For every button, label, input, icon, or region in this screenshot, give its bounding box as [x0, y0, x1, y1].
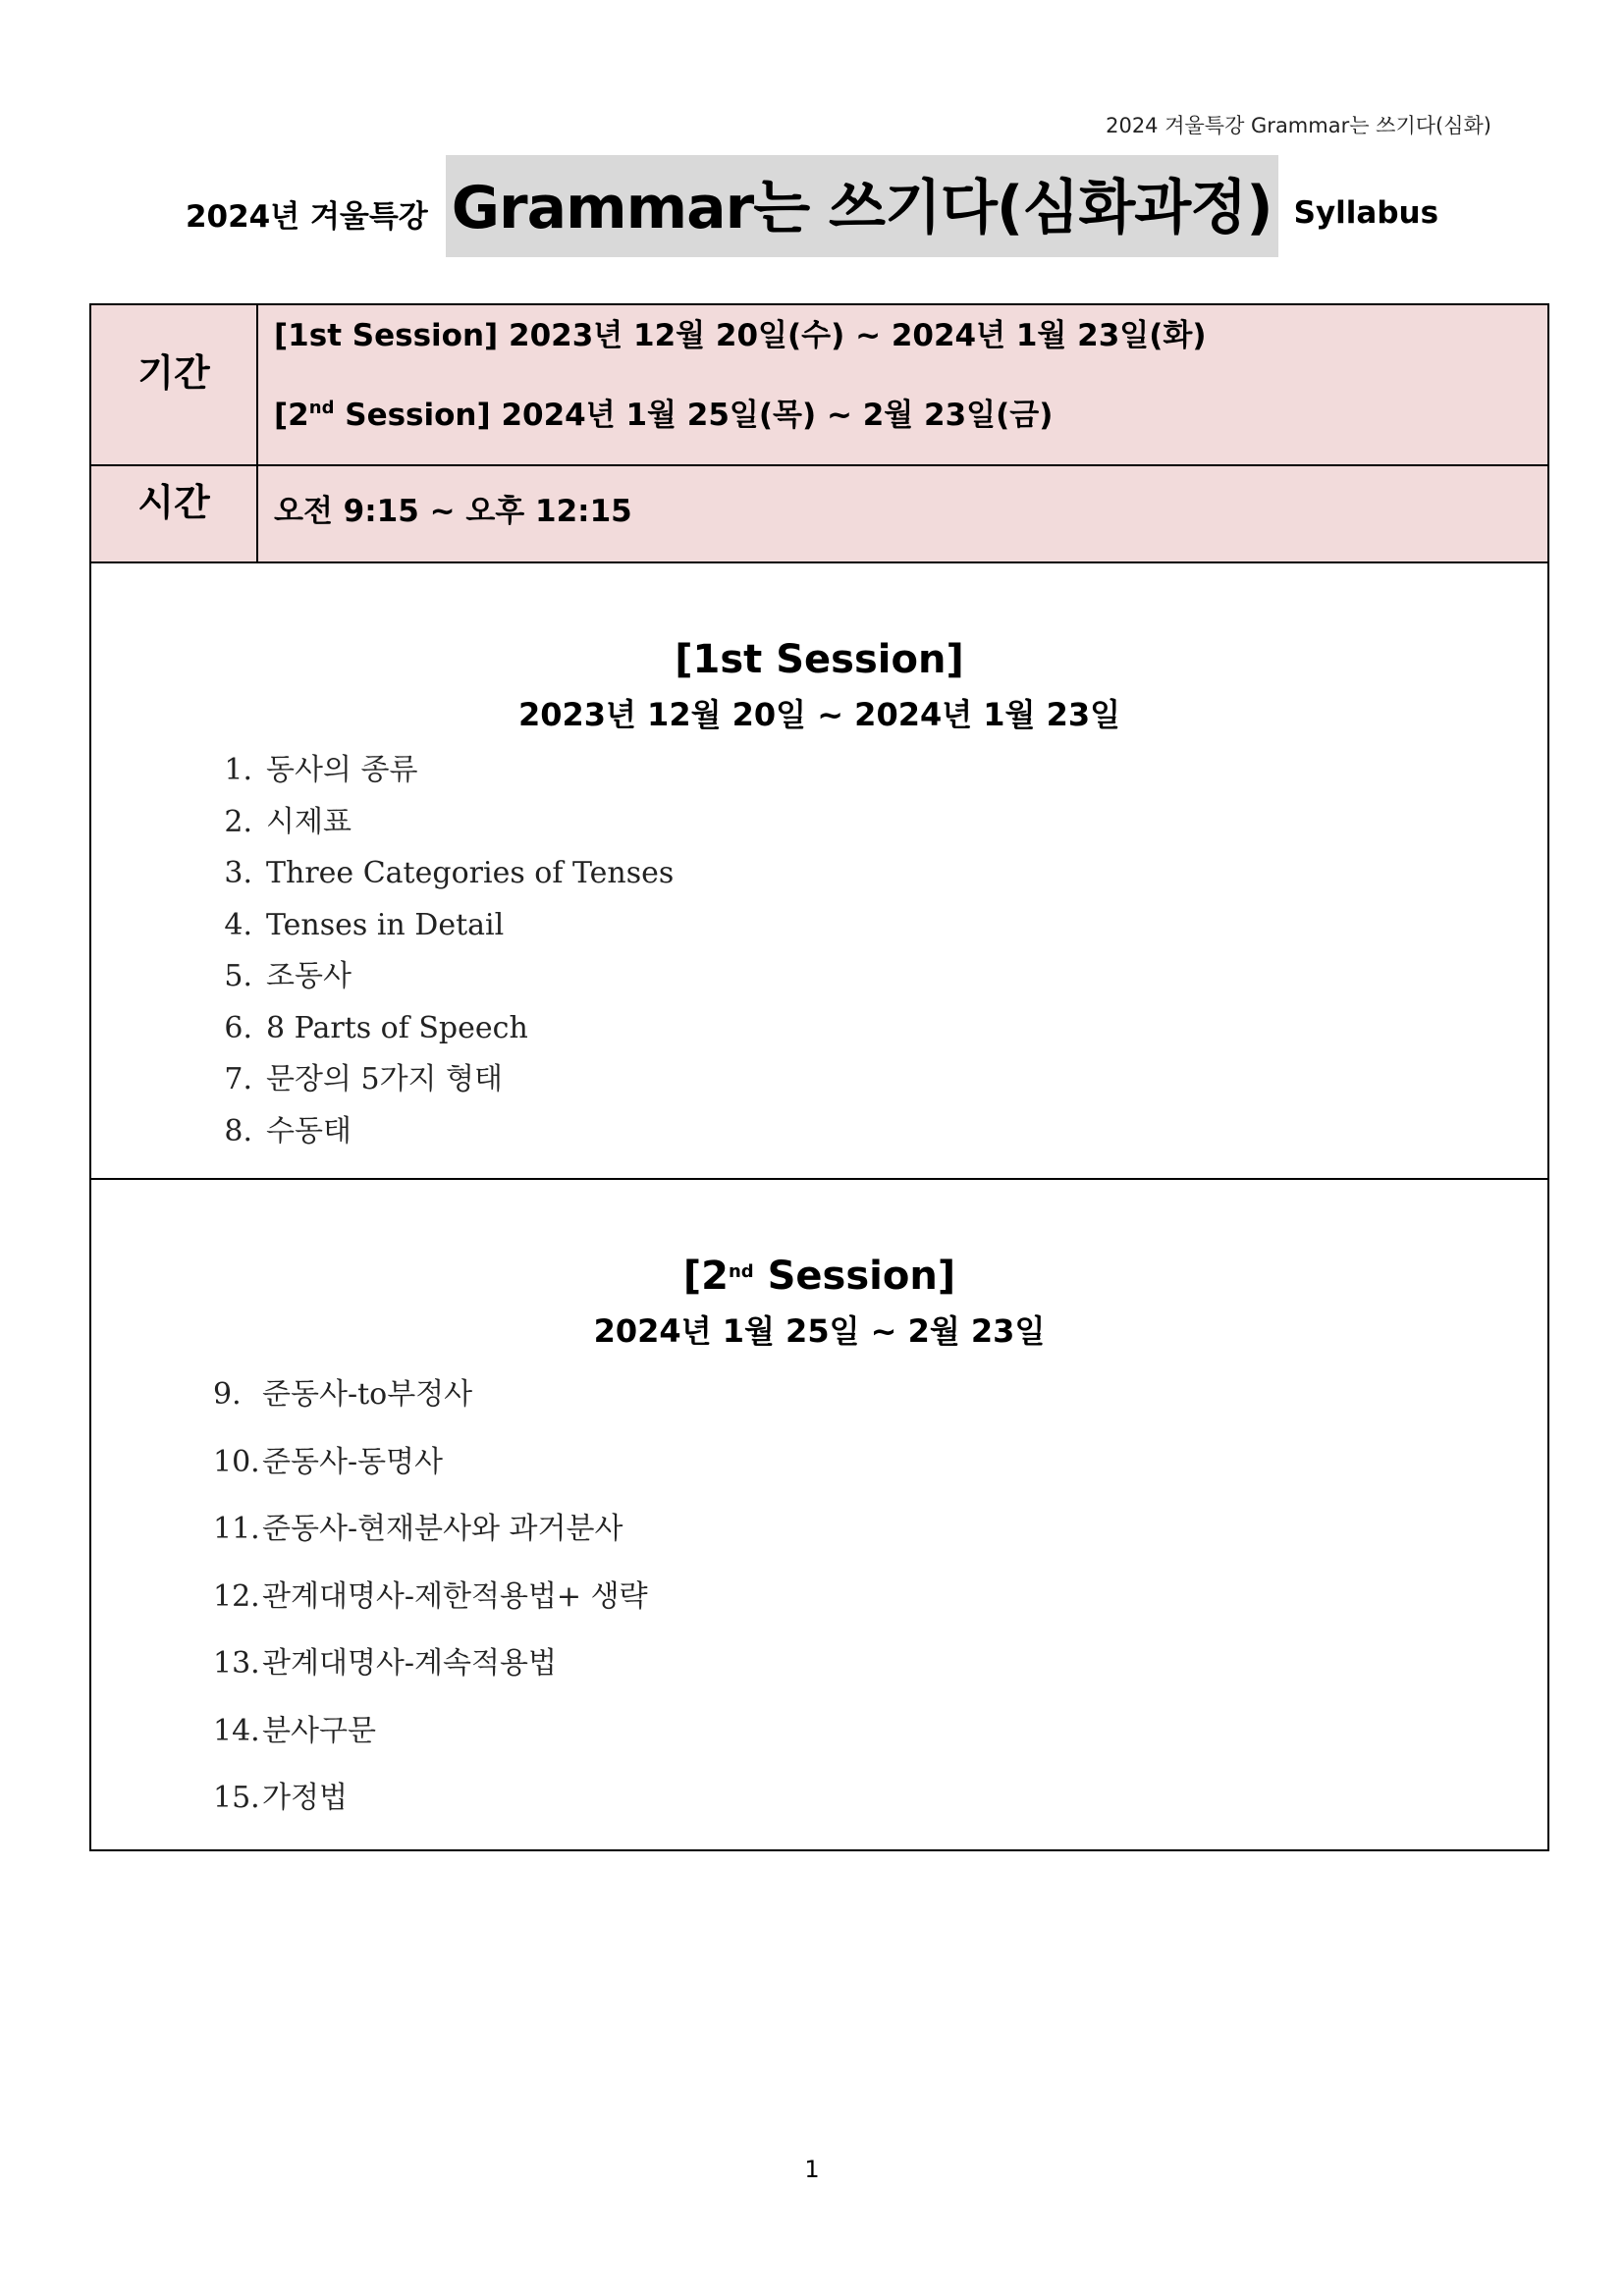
session2-section — [91, 1180, 1547, 1849]
topic-number: 5. — [224, 959, 252, 993]
document-title — [0, 155, 1624, 257]
session1-heading: [1st Session] — [675, 637, 964, 682]
period-session2-ordinal: nd — [308, 398, 335, 418]
time-row — [91, 466, 1547, 563]
time-value: 오전 9:15 ~ 오후 12:15 — [274, 494, 632, 529]
topic-number: 14. — [213, 1713, 260, 1748]
topic-number: 10. — [213, 1444, 260, 1479]
topic-item — [91, 1106, 1547, 1158]
period-session2 — [274, 390, 1547, 434]
session2-topic-list — [91, 1362, 1547, 1833]
title-suffix: Syllabus — [1293, 195, 1439, 231]
topic-text: 가정법 — [262, 1781, 348, 1815]
session1-dates: 2023년 12월 20일 ~ 2024년 1월 23일 — [517, 696, 1121, 733]
running-header: 2024 겨울특강 Grammar는 쓰기다(심화) — [1106, 114, 1491, 137]
session2-heading — [91, 1180, 1547, 1299]
topic-item — [91, 1362, 1547, 1429]
time-label: 시간 — [91, 466, 258, 561]
topic-item — [91, 797, 1547, 849]
session2-dates: 2024년 1월 25일 ~ 2월 23일 — [593, 1312, 1046, 1350]
topic-item — [91, 1630, 1547, 1698]
topic-item — [91, 745, 1547, 797]
topic-item — [91, 848, 1547, 900]
topic-number: 4. — [224, 907, 252, 942]
page-number: 1 — [804, 2156, 820, 2183]
topic-number: 6. — [224, 1010, 252, 1045]
topic-item — [91, 1054, 1547, 1106]
period-session1: [1st Session] 2023년 12월 20일(수) ~ 2024년 1월 23일(화) — [274, 318, 1207, 353]
topic-text: 준동사-동명사 — [262, 1444, 444, 1479]
topic-text: 관계대명사-계속적용법 — [262, 1646, 557, 1681]
topic-number: 9. — [213, 1377, 242, 1412]
topic-text: Three Categories of Tenses — [266, 856, 675, 890]
topic-item — [91, 951, 1547, 1003]
session2-heading-rest: Session] — [753, 1254, 956, 1299]
topic-number: 2. — [224, 804, 252, 839]
topic-text: 조동사 — [266, 959, 352, 993]
topic-number: 3. — [224, 856, 252, 890]
topic-item — [91, 1564, 1547, 1631]
period-row — [91, 305, 1547, 466]
topic-text: 준동사-현재분사와 과거분사 — [262, 1512, 623, 1546]
topic-item — [91, 1429, 1547, 1497]
period-session2-open: [2 — [274, 398, 309, 433]
period-session2-rest: Session] 2024년 1월 25일(목) ~ 2월 23일(금) — [334, 398, 1054, 433]
topic-text: Tenses in Detail — [266, 907, 505, 942]
topic-number: 7. — [224, 1062, 252, 1096]
session2-heading-open: [2 — [682, 1254, 729, 1299]
topic-text: 수동태 — [266, 1113, 352, 1148]
period-label: 기간 — [91, 305, 258, 464]
topic-number: 8. — [224, 1113, 252, 1148]
topic-number: 1. — [224, 753, 252, 787]
topic-text: 8 Parts of Speech — [266, 1010, 528, 1045]
topic-text: 동사의 종류 — [266, 753, 418, 787]
topic-text: 문장의 5가지 형태 — [266, 1062, 504, 1096]
session1-topic-list — [91, 745, 1547, 1157]
topic-number: 15. — [213, 1781, 260, 1815]
topic-item — [91, 1765, 1547, 1833]
topic-number: 11. — [213, 1512, 260, 1546]
syllabus-table — [89, 303, 1549, 1851]
topic-text: 관계대명사-제한적용법+ 생략 — [262, 1578, 648, 1614]
topic-text: 시제표 — [266, 804, 352, 839]
topic-text: 준동사-to부정사 — [262, 1377, 473, 1412]
topic-item — [91, 1496, 1547, 1564]
topic-number: 13. — [213, 1646, 260, 1681]
period-value — [258, 305, 1547, 464]
session2-heading-ordinal: nd — [728, 1261, 754, 1282]
topic-item — [91, 1003, 1547, 1055]
topic-text: 분사구문 — [262, 1713, 376, 1748]
topic-item — [91, 1698, 1547, 1766]
session1-section — [91, 563, 1547, 1180]
title-main: Grammar는 쓰기다(심화과정) — [446, 155, 1278, 257]
title-prefix: 2024년 겨울특강 — [185, 198, 428, 235]
topic-number: 12. — [213, 1578, 260, 1614]
topic-item — [91, 900, 1547, 952]
